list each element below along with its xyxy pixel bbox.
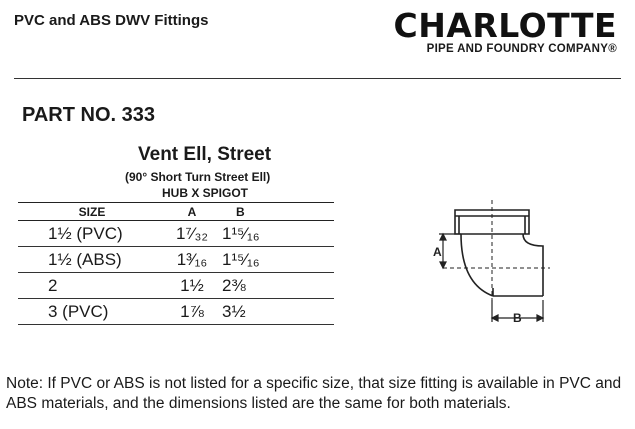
cell-a: 1⁷⁄₃₂ (166, 221, 218, 247)
cell-b: 1¹⁵⁄₁₆ (218, 221, 294, 247)
fitting-drawing (425, 200, 585, 330)
column-spacer (294, 203, 334, 221)
column-header-size: SIZE (18, 203, 166, 221)
cell-a: 1⅞ (166, 299, 218, 325)
dimension-label-b: B (513, 311, 522, 325)
brand-name: CHARLOTTE (393, 6, 617, 45)
header-divider (14, 78, 621, 79)
table-row (18, 299, 334, 325)
fitting-subtitle: (90° Short Turn Street Ell) (125, 170, 271, 184)
table-row (18, 221, 334, 247)
dimensions-table (18, 202, 334, 325)
table-header-row (18, 203, 334, 221)
cell-a: 1½ (166, 273, 218, 299)
cell-b: 2⅜ (218, 273, 294, 299)
cell-size: 3 (PVC) (18, 299, 166, 325)
column-header-a: A (166, 203, 218, 221)
fitting-title: Vent Ell, Street (138, 144, 272, 165)
footnote: Note: If PVC or ABS is not listed for a specific size, that size fitting is available in PVC and ABS materials, and the dimensions listed are the same for both materials. (6, 375, 622, 412)
table-row (18, 273, 334, 299)
cell-size: 1½ (PVC) (18, 221, 166, 247)
cell-b: 1¹⁵⁄₁₆ (218, 247, 294, 273)
table-row (18, 247, 334, 273)
cell-a: 1³⁄₁₆ (166, 247, 218, 273)
cell-size: 1½ (ABS) (18, 247, 166, 273)
header-title: PVC and ABS DWV Fittings (14, 12, 209, 29)
dimension-label-a: A (433, 245, 442, 259)
brand-logo (393, 6, 617, 55)
fitting-connection: HUB X SPIGOT (162, 186, 249, 200)
part-number: PART NO. 333 (22, 104, 155, 126)
cell-b: 3½ (218, 299, 294, 325)
column-header-b: B (218, 203, 294, 221)
brand-tagline: PIPE AND FOUNDRY COMPANY® (426, 43, 617, 55)
cell-size: 2 (18, 273, 166, 299)
